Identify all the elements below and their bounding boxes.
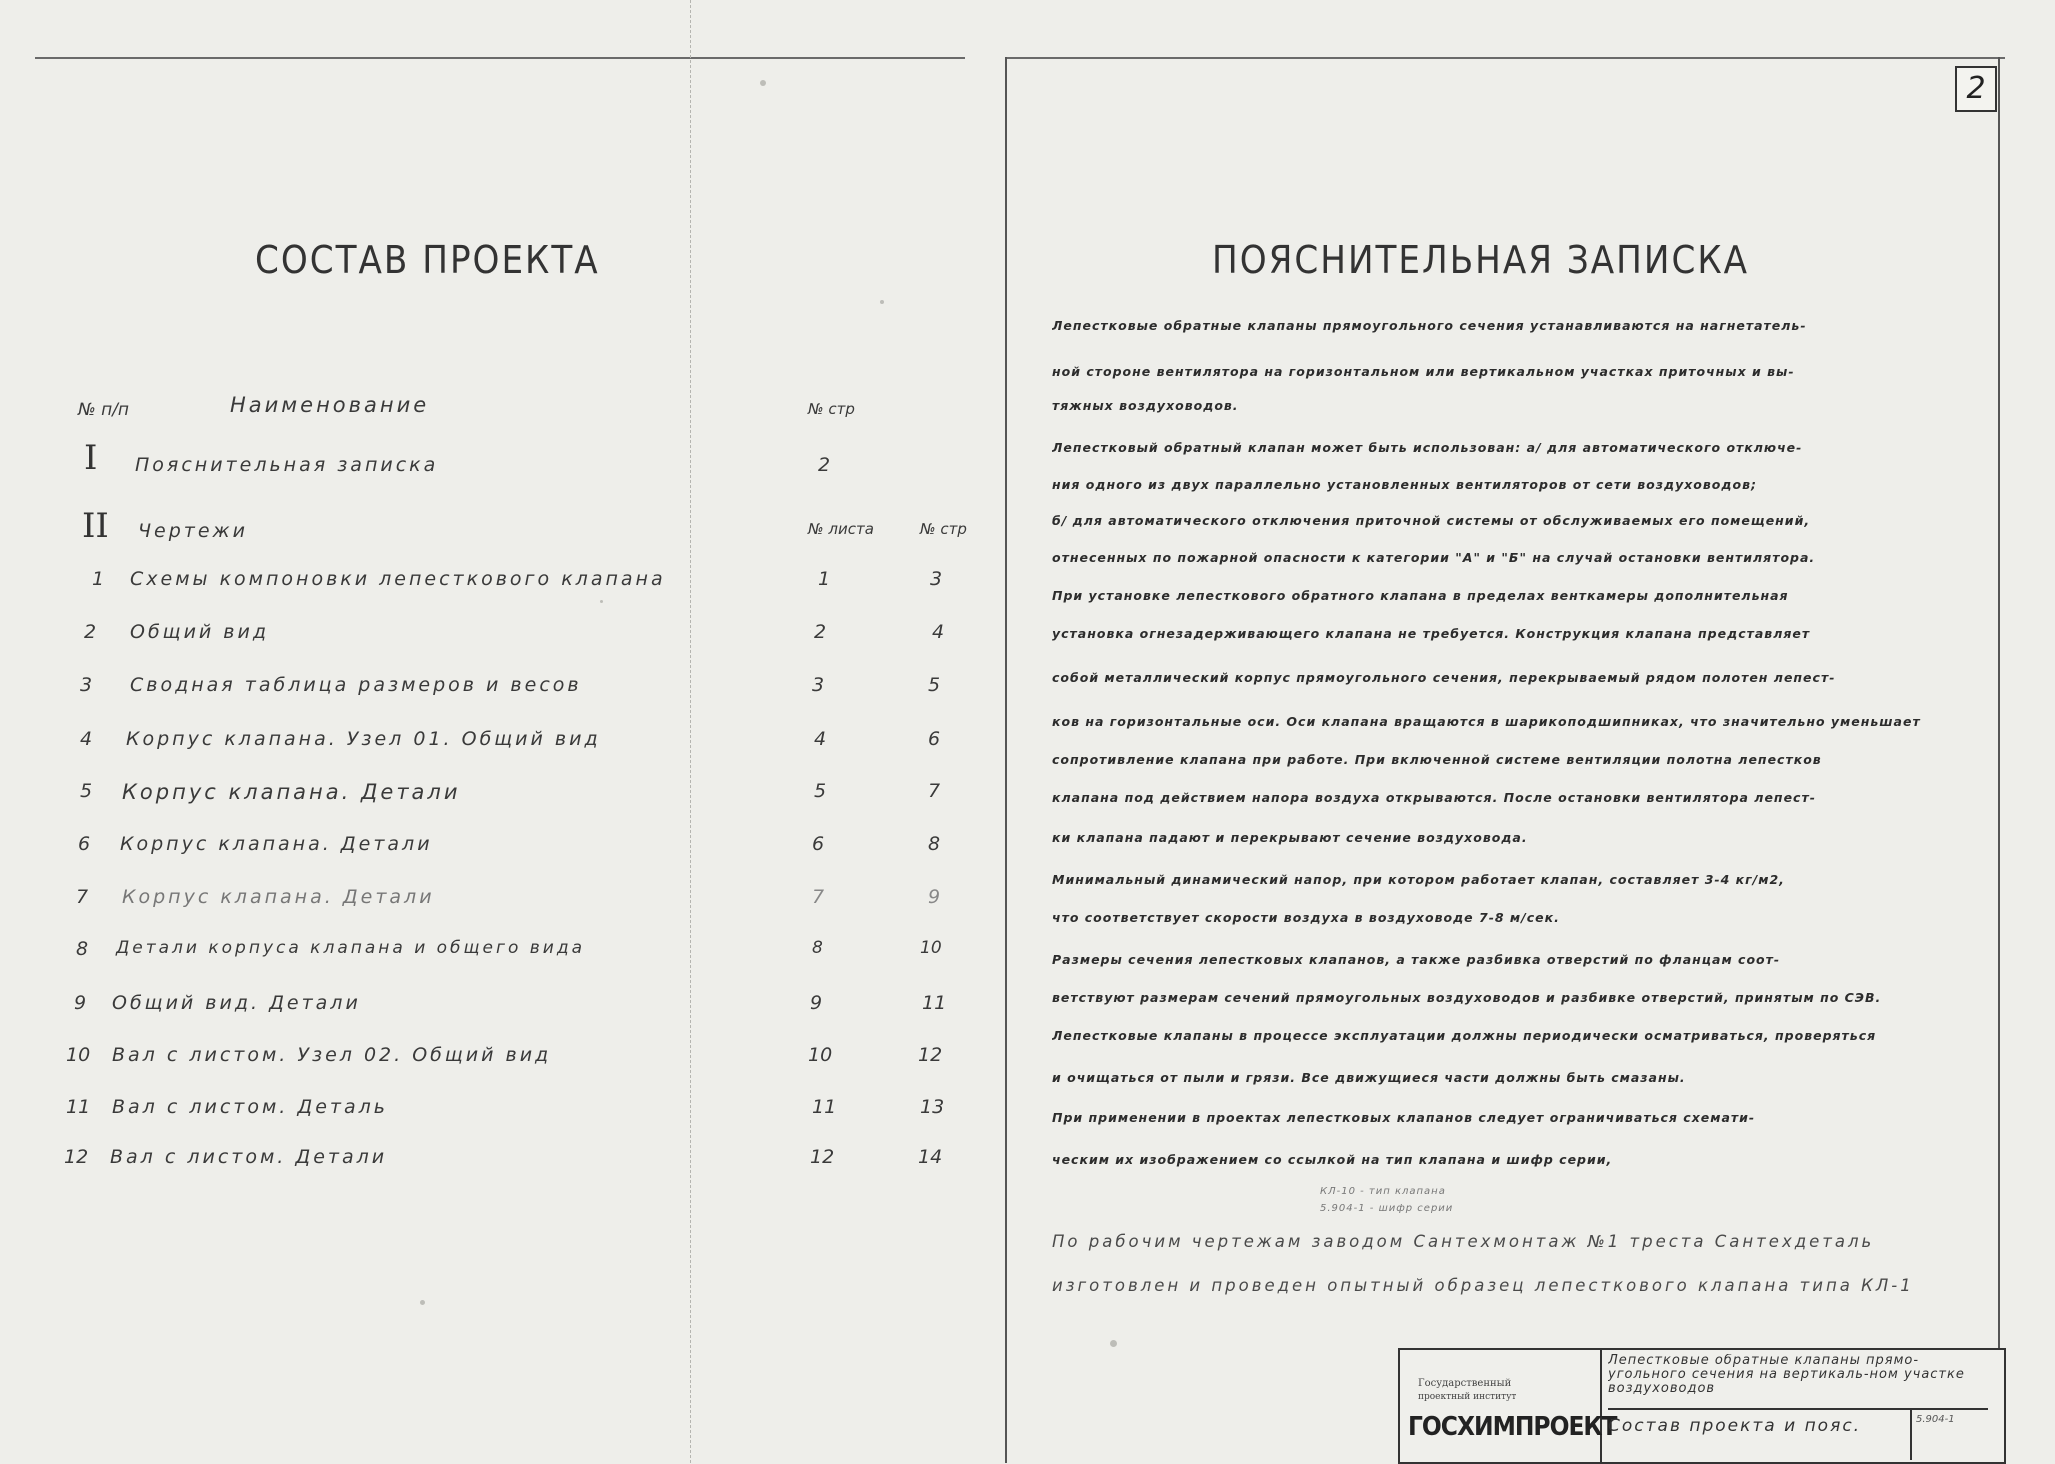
note-line: собой металлический корпус прямоугольного сечения, перекрываемый рядом полотен лепест- [1052, 670, 1836, 685]
stamp-org-sub2: проектный институт [1418, 1392, 1517, 1402]
page-number: 2 [1955, 66, 1997, 112]
drawing-sheet: 10 [808, 1044, 833, 1066]
drawing-sheet: 11 [812, 1096, 837, 1118]
note-line: Лепестковый обратный клапан может быть использован: а/ для автоматического отключе- [1052, 440, 1803, 455]
drawing-page: 7 [928, 780, 941, 802]
drawing-name: Сводная таблица размеров и весов [130, 674, 582, 696]
drawing-number: 4 [80, 728, 93, 750]
drawing-sheet: 7 [812, 886, 825, 908]
drawing-name: Вал с листом. Узел 02. Общий вид [112, 1044, 552, 1066]
header-number: № п/п [78, 400, 130, 420]
header-page-no: № стр [808, 400, 855, 418]
note-line: ветствуют размерам сечений прямоугольных воздуховодов и разбивке отверстий, принятым по СЭВ. [1052, 990, 1882, 1005]
note-line: При установке лепесткового обратного клапана в пределах венткамеры дополнительная [1052, 588, 1789, 603]
ref-line: 5.904-1 - шифр серии [1320, 1203, 1454, 1214]
title-block-stamp [1398, 1348, 2006, 1464]
drawing-name: Схемы компоновки лепесткового клапана [130, 568, 666, 590]
drawing-number: 5 [80, 780, 93, 802]
note-line: б/ для автоматического отключения приточной системы от обслуживаемых его помещений, [1052, 513, 1811, 528]
drawing-page: 8 [928, 833, 941, 855]
drawing-name: Вал с листом. Деталь [112, 1096, 388, 1118]
drawing-name: Общий вид. Детали [112, 992, 361, 1014]
note-line: При применении в проектах лепестковых клапанов следует ограничиваться схемати- [1052, 1110, 1756, 1125]
drawing-page: 4 [932, 621, 945, 643]
note-line: Лепестковые клапаны в процессе эксплуатации должны периодически осматриваться, проверяться [1052, 1028, 1877, 1043]
drawing-sheet: 4 [814, 728, 827, 750]
drawing-page: 6 [928, 728, 941, 750]
header-page-no-2: № стр [920, 520, 967, 538]
frame-left-line [1005, 57, 1007, 1463]
drawing-page: 10 [920, 938, 942, 958]
drawing-name: Вал с листом. Детали [110, 1146, 388, 1168]
paper-speck [880, 300, 884, 304]
drawing-page: 11 [922, 992, 947, 1014]
drawing-number: 7 [76, 886, 89, 908]
drawing-number: 3 [80, 674, 93, 696]
left-page [0, 0, 990, 1463]
paper-speck [420, 1300, 425, 1305]
drawing-sheet: 2 [814, 621, 827, 643]
drawing-name: Общий вид [130, 621, 269, 643]
note-title: ПОЯСНИТЕЛЬНАЯ ЗАПИСКА [1212, 238, 1749, 282]
note-line: ков на горизонтальные оси. Оси клапана вращаются в шарикоподшипниках, что значительно уменьшает [1052, 714, 1921, 729]
drawing-name: Корпус клапана. Узел 01. Общий вид [126, 728, 601, 750]
drawing-number: 12 [64, 1146, 89, 1168]
fold-line [690, 0, 691, 1463]
drawing-number: 11 [66, 1096, 91, 1118]
note-line: установка огнезадерживающего клапана не требуется. Конструкция клапана представляет [1052, 626, 1811, 641]
section-numeral: I [84, 438, 98, 478]
section-name: Чертежи [138, 520, 248, 542]
note-line: и очищаться от пыли и грязи. Все движущиеся части должны быть смазаны. [1052, 1070, 1686, 1085]
drawing-number: 9 [74, 992, 87, 1014]
closing-line: По рабочим чертежам заводом Сантехмонтаж №1 треста Сантехдеталь [1052, 1232, 1875, 1251]
drawing-name: Детали корпуса клапана и общего вида [116, 938, 585, 958]
drawing-number: 10 [66, 1044, 91, 1066]
note-line: сопротивление клапана при работе. При включенной системе вентиляции полотна лепестков [1052, 752, 1822, 767]
section-numeral: II [82, 506, 109, 546]
drawing-number: 1 [92, 568, 105, 590]
stamp-series-code: 5.904-1 [1910, 1410, 2002, 1460]
paper-speck [760, 80, 766, 86]
drawing-name: Корпус клапана. Детали [120, 833, 433, 855]
drawing-number: 2 [84, 621, 97, 643]
stamp-org-name: ГОСХИМПРОЕКТ [1408, 1412, 1617, 1442]
frame-right-line [1998, 57, 2000, 1463]
page-title: СОСТАВ ПРОЕКТА [255, 238, 600, 282]
drawing-page: 12 [918, 1044, 943, 1066]
drawing-sheet: 8 [812, 938, 823, 958]
stamp-organization [1400, 1350, 1617, 1462]
drawing-page: 5 [928, 674, 941, 696]
stamp-org-sub1: Государственный [1418, 1378, 1512, 1389]
note-line: ной стороне вентилятора на горизонтальном или вертикальном участках приточных и вы- [1052, 364, 1795, 379]
top-border-line [1005, 57, 2005, 59]
note-line: отнесенных по пожарной опасности к категории "А" и "Б" на случай остановки вентилятора. [1052, 550, 1816, 565]
stamp-title: Лепестковые обратные клапаны прямо-угольного сечения на вертикаль-ном участке воздуховодов [1608, 1354, 1988, 1410]
drawing-sheet: 5 [814, 780, 827, 802]
drawing-sheet: 12 [810, 1146, 835, 1168]
drawing-page: 14 [918, 1146, 943, 1168]
note-line: ческим их изображением со ссылкой на тип клапана и шифр серии, [1052, 1152, 1613, 1167]
drawing-sheet: 9 [810, 992, 823, 1014]
note-line: тяжных воздуховодов. [1052, 398, 1239, 413]
note-line: Минимальный динамический напор, при котором работает клапан, составляет 3-4 кг/м2, [1052, 872, 1785, 887]
drawing-number: 8 [76, 938, 89, 960]
drawing-name: Корпус клапана. Детали [122, 780, 461, 804]
top-border-line [35, 57, 965, 59]
drawing-page: 9 [928, 886, 941, 908]
drawing-number: 6 [78, 833, 91, 855]
drawing-sheet: 1 [818, 568, 831, 590]
note-line: клапана под действием напора воздуха открываются. После остановки вентилятора лепест- [1052, 790, 1816, 805]
drawing-page: 13 [920, 1096, 945, 1118]
header-sheet-no: № листа [808, 520, 874, 538]
drawing-page: 3 [930, 568, 943, 590]
paper-speck [600, 600, 603, 603]
note-line: что соответствует скорости воздуха в воздуховоде 7-8 м/сек. [1052, 910, 1560, 925]
drawing-name: Корпус клапана. Детали [122, 886, 435, 908]
note-line: Лепестковые обратные клапаны прямоугольного сечения устанавливаются на нагнетатель- [1052, 318, 1807, 333]
note-line: Размеры сечения лепестковых клапанов, а также разбивка отверстий по фланцам соот- [1052, 952, 1781, 967]
header-name: Наименование [230, 393, 430, 417]
note-line: ния одного из двух параллельно установленных вентиляторов от сети воздуховодов; [1052, 477, 1757, 492]
closing-line: изготовлен и проведен опытный образец лепесткового клапана типа КЛ-1 [1052, 1276, 1914, 1295]
stamp-sheet-title: Состав проекта и пояс. [1608, 1416, 1862, 1436]
note-line: ки клапана падают и перекрывают сечение воздуховода. [1052, 830, 1528, 845]
ref-line: КЛ-10 - тип клапана [1320, 1186, 1446, 1197]
section-name: Пояснительная записка [135, 454, 439, 476]
drawing-sheet: 6 [812, 833, 825, 855]
paper-speck [1110, 1340, 1117, 1347]
section-page: 2 [818, 454, 831, 476]
drawing-sheet: 3 [812, 674, 825, 696]
